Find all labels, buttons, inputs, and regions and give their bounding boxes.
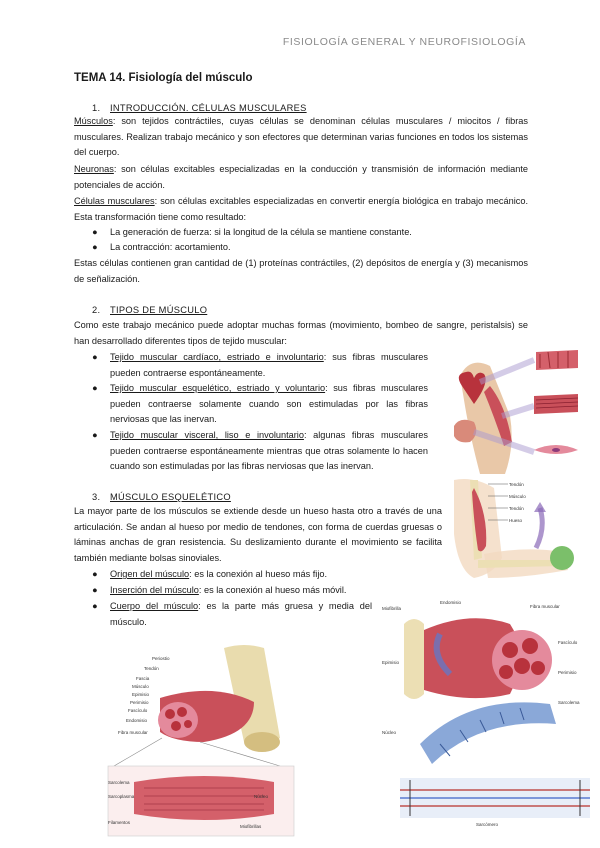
text-celulas: : son células excitables especializadas en convertir energía biológica en trabajo mecánico. Esta transformación tiene como resultado: [74,196,528,222]
muscle-label: Periostio [152,656,170,661]
figure-muscle-anatomy [104,642,300,838]
detail-label: Sarcómero [476,822,499,827]
list-item: ● Inserción del músculo: es la conexión al hueso más móvil. [92,585,347,595]
detail-label: Fascículo [558,640,578,645]
muscle-label: Fascia [136,676,150,681]
muscle-label: Endomisio [126,718,148,723]
section-1-number: 1. [92,103,101,113]
list-item: ● La generación de fuerza: si la longitud de la célula se mantiene constante. [92,227,412,237]
term-esqueletico: Tejido muscular esquelético, estriado y voluntario [110,383,326,393]
detail-label: Fibra muscular [530,604,560,609]
paragraph-celulas [74,194,528,225]
list-item: ● Tejido muscular cardíaco, estriado e involuntario: sus fibras musculares pueden contraerse espontáneamente. [92,352,428,378]
section-3-number: 3. [92,492,101,502]
arm-label: Tendón [509,506,524,511]
term-musculos: Músculos [74,116,113,126]
detail-label: Núcleo [382,730,397,735]
paragraph-tipos-intro: Como este trabajo mecánico puede adoptar muchas formas (movimiento, bombeo de sangre, peristalsis) se han desarrollado diferentes tipos de tejido muscular: [74,320,528,346]
detail-label: Endomisio [440,600,462,605]
paragraph-esqueletico-intro: La mayor parte de los músculos se extiende desde un hueso hasta otro a través de una articulación. Se andan al hueso por medio de tendones, con forma de cuerdas gruesas o láminas anchas de gran resistencia. Su deslizamiento durante el movimiento se facilita también mediante bolsas sinoviales. [74,506,442,563]
paragraph-musculos [74,114,528,161]
arm-label: Hueso [509,518,523,523]
term-cardiaco: Tejido muscular cardíaco, estriado e involuntario [110,352,324,362]
text-cardiaco: : sus fibras musculares pueden contraerse espontáneamente. [110,352,428,378]
document-title: TEMA 14. Fisiología del músculo [74,72,253,84]
arm-label: Tendón [509,482,524,487]
term-visceral: Tejido muscular visceral, liso e involuntario [110,430,304,440]
text-cuerpo: : es la parte más gruesa y media del músculo. [110,601,372,627]
text-insercion: : es la conexión al hueso más móvil. [198,585,347,595]
figure-muscle-detail [380,594,600,830]
arm-label: Músculo [509,494,526,499]
bullet-text: La generación de fuerza: si la longitud de la célula se mantiene constante. [110,227,412,237]
paragraph-neuronas [74,162,528,193]
muscle-label: Perimisio [130,700,149,705]
section-3-heading [92,492,231,502]
text-visceral: : algunas fibras musculares pueden contraerse espontáneamente mientras que otras solamente lo hacen cuando son estimuladas por las fibras nerviosas que las inervan. [110,430,428,472]
list-item: ● Cuerpo del músculo: es la parte más gruesa y media del músculo. [92,601,372,627]
paragraph-closing: Estas células contienen gran cantidad de (1) proteínas contráctiles, (2) depósitos de energía y (3) mecanismos de señalización. [74,258,528,284]
text-esqueletico: : sus fibras musculares pueden contraerse solamente cuando son estimuladas por las fibras nerviosas que las inervan. [110,383,429,425]
figure-muscle-types [440,346,580,476]
muscle-label: Sarcoplasma [108,794,135,799]
section-3-title: MÚSCULO ESQUELÉTICO [110,492,231,502]
bullet-text: La contracción: acortamiento. [110,242,231,252]
running-header: FISIOLOGÍA GENERAL Y NEUROFISIOLOGÍA [282,36,526,48]
figure-arm-skeletal [444,474,584,590]
muscle-label: Núcleo [254,794,269,799]
muscle-label: Tendón [144,666,159,671]
muscle-label: Filamentos [108,820,131,825]
term-insercion: Inserción del músculo [110,585,199,595]
list-item: ● Origen del músculo: es la conexión al hueso más fijo. [92,569,328,579]
section-2-number: 2. [92,305,101,315]
detail-label: Sarcolema [558,700,580,705]
muscle-label: Epimisio [132,692,150,697]
section-1-title: INTRODUCCIÓN. CÉLULAS MUSCULARES [110,103,307,113]
detail-label: Epimisio [382,660,400,665]
muscle-label: Fibra muscular [118,730,148,735]
muscle-label: Fascículo [128,708,148,713]
term-cuerpo: Cuerpo del músculo [110,601,199,611]
term-celulas: Células musculares [74,196,155,206]
detail-label: Miofibrilla [382,606,402,611]
text-origen: : es la conexión al hueso más fijo. [189,569,328,579]
detail-label: Perimisio [558,670,577,675]
list-item: ● La contracción: acortamiento. [92,242,231,252]
term-neuronas: Neuronas [74,164,114,174]
list-item: ● Tejido muscular esquelético, estriado y voluntario: sus fibras musculares pueden contraerse solamente cuando son estimuladas por las fibras nerviosas que las inervan. [92,383,429,425]
section-1-heading [92,103,307,113]
muscle-label: Músculo [132,684,149,689]
text-neuronas: : son células excitables especializadas en la conducción y transmisión de información mediante potenciales de acción. [74,164,528,190]
muscle-label: Miofibrillas [240,824,262,829]
term-origen: Origen del músculo [110,569,190,579]
list-item: ● Tejido muscular visceral, liso e involuntario: algunas fibras musculares pueden contraerse espontáneamente mientras que otras solamente lo hacen cuando son estimuladas por las fibras nerviosas que las inervan. [92,430,428,472]
section-2-heading [92,305,207,315]
text-musculos: : son tejidos contráctiles, cuyas células se denominan células musculares / miocitos / fibras musculares. Realizan trabajo mecánico y son efectores que determinan varias funciones en todos los sistemas del cuerpo. [74,116,528,158]
section-2-title: TIPOS DE MÚSCULO [110,305,208,315]
muscle-label: Sarcolema [108,780,130,785]
